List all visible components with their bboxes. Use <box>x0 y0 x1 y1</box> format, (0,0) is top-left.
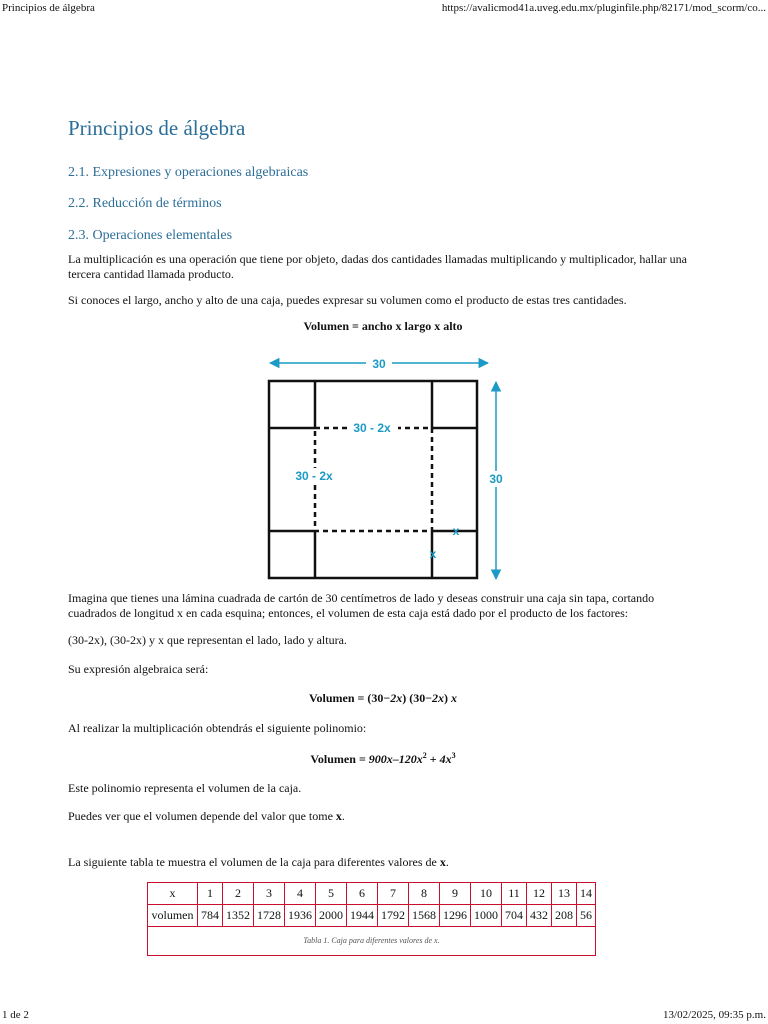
print-datetime: 13/02/2025, 09:35 p.m. <box>663 1009 766 1021</box>
table-cell: 1 <box>198 883 223 905</box>
paragraph-depends-on-x <box>68 809 698 824</box>
paragraph-box-volume: Si conoces el largo, ancho y alto de una caja, puedes expresar su volumen como el producto de estas tres cantidades. <box>68 293 627 307</box>
formula2-factor1-close: ) <box>402 691 407 705</box>
table-cell: 2 <box>223 883 254 905</box>
p8-period: . <box>341 809 345 823</box>
table-cell: 8 <box>409 883 440 905</box>
formula2-factor1-term: 2x <box>390 691 403 705</box>
table-cell: 10 <box>471 883 502 905</box>
table-cell: 1568 <box>409 905 440 927</box>
section-heading-2-3: 2.3. Operaciones elementales <box>68 228 233 243</box>
page-title: Principios de álgebra <box>68 116 246 140</box>
table-row-x <box>148 883 596 905</box>
section-heading-2-2: 2.2. Reducción de términos <box>68 196 222 211</box>
formula3-term2: 120x <box>398 752 423 766</box>
formula-polynomial <box>68 748 698 767</box>
formula3-term3: 4x <box>439 752 452 766</box>
formula3-equals: = <box>358 752 366 766</box>
table-cell: 11 <box>502 883 527 905</box>
table-cell: 9 <box>440 883 471 905</box>
formula-volume-factored <box>68 691 698 706</box>
volume-table <box>147 882 596 956</box>
table-cell: 432 <box>527 905 552 927</box>
table-cell: 2000 <box>316 905 347 927</box>
section-heading-2-1: 2.1. Expresiones y operaciones algebraicas <box>68 165 309 180</box>
table-cell: 1936 <box>285 905 316 927</box>
table-cell: 1728 <box>254 905 285 927</box>
formula3-exponent3: 3 <box>451 751 456 760</box>
box-diagram-svg <box>68 348 698 580</box>
table-cell: 704 <box>502 905 527 927</box>
table-cell: 208 <box>552 905 577 927</box>
formula2-variable: x <box>451 691 458 705</box>
document-content <box>68 113 698 956</box>
formula2-factor2-term: 2x <box>432 691 445 705</box>
paragraph-multiplication: La multiplicación es una operación que tiene por objeto, dadas dos cantidades llamadas multiplicando y multiplicador, hallar una tercera cantidad llamada producto. <box>68 252 687 281</box>
formula2-minus1: − <box>383 691 391 705</box>
formula3-label: Volumen <box>310 752 356 766</box>
right-dimension-label: 30 <box>489 472 503 486</box>
p9-text: La siguiente tabla te muestra el volumen de la caja para diferentes valores de <box>68 855 440 869</box>
p8-variable: x <box>335 809 342 823</box>
paragraph-polynomial-intro: Al realizar la multiplicación obtendrás el siguiente polinomio: <box>68 721 367 735</box>
p8-text: Puedes ver que el volumen depende del valor que tome <box>68 809 336 823</box>
table-row-volumen <box>148 905 596 927</box>
table-cell: 1944 <box>347 905 378 927</box>
inner-vertical-label: 30 - 2x <box>295 469 333 483</box>
paragraph-expression-intro: Su expresión algebraica será: <box>68 662 209 676</box>
table-cell: 4 <box>285 883 316 905</box>
corner-x-vertical-label: x <box>429 547 437 561</box>
print-footer <box>2 1008 766 1022</box>
formula3-exponent2: 2 <box>422 751 427 760</box>
page-number: 1 de 2 <box>2 1009 29 1021</box>
inner-horizontal-label: 30 - 2x <box>353 421 391 435</box>
formula2-factor2-close: ) <box>444 691 449 705</box>
table-cell: 56 <box>577 905 596 927</box>
table-cell: 1000 <box>471 905 502 927</box>
table-cell: 13 <box>552 883 577 905</box>
box-diagram <box>68 348 698 580</box>
table-row-caption <box>148 927 596 956</box>
formula-volume-definition: Volumen = ancho x largo x alto <box>303 319 463 333</box>
table-cell: 1792 <box>378 905 409 927</box>
p9-variable: x <box>439 855 446 869</box>
paragraph-cardboard: Imagina que tienes una lámina cuadrada de cartón de 30 centímetros de lado y deseas construir una caja sin tapa, cortando cuadrados de longitud x en cada esquina; entonces, el volumen de esta caja está dado por el producto de los factores: <box>68 591 655 620</box>
formula2-label: Volumen <box>308 691 355 705</box>
formula2-equals: = <box>357 691 365 705</box>
paragraph-polynomial-meaning: Este polinomio representa el volumen de la caja. <box>68 781 302 795</box>
formula3-minus: – <box>392 752 399 766</box>
formula2-factor1-open: (30 <box>367 691 384 705</box>
print-title: Principios de álgebra <box>2 2 95 14</box>
p9-period: . <box>445 855 449 869</box>
print-url[interactable]: https://avalicmod41a.uveg.edu.mx/pluginfile.php/82171/mod_scorm/co... <box>441 2 766 14</box>
table-cell: 14 <box>577 883 596 905</box>
table-cell: 1296 <box>440 905 471 927</box>
top-dimension-label: 30 <box>372 357 386 371</box>
formula3-term1: 900x <box>368 752 393 766</box>
formula2-factor2-open: (30 <box>409 691 426 705</box>
table-header-x: x <box>148 883 198 905</box>
table-cell: 3 <box>254 883 285 905</box>
table-header-volumen: volumen <box>148 905 198 927</box>
paragraph-table-intro <box>68 855 698 870</box>
table-caption: Tabla 1. Caja para diferentes valores de x. <box>148 927 596 956</box>
paragraph-factors: (30-2x), (30-2x) y x que representan el lado, lado y altura. <box>68 633 347 647</box>
table-cell: 12 <box>527 883 552 905</box>
table-cell: 1352 <box>223 905 254 927</box>
table-cell: 784 <box>198 905 223 927</box>
formula2-minus2: − <box>425 691 433 705</box>
table-cell: 6 <box>347 883 378 905</box>
print-header <box>2 1 766 15</box>
corner-x-horizontal-label: x <box>452 524 460 538</box>
table-cell: 7 <box>378 883 409 905</box>
formula3-plus: + <box>429 752 437 766</box>
table-cell: 5 <box>316 883 347 905</box>
